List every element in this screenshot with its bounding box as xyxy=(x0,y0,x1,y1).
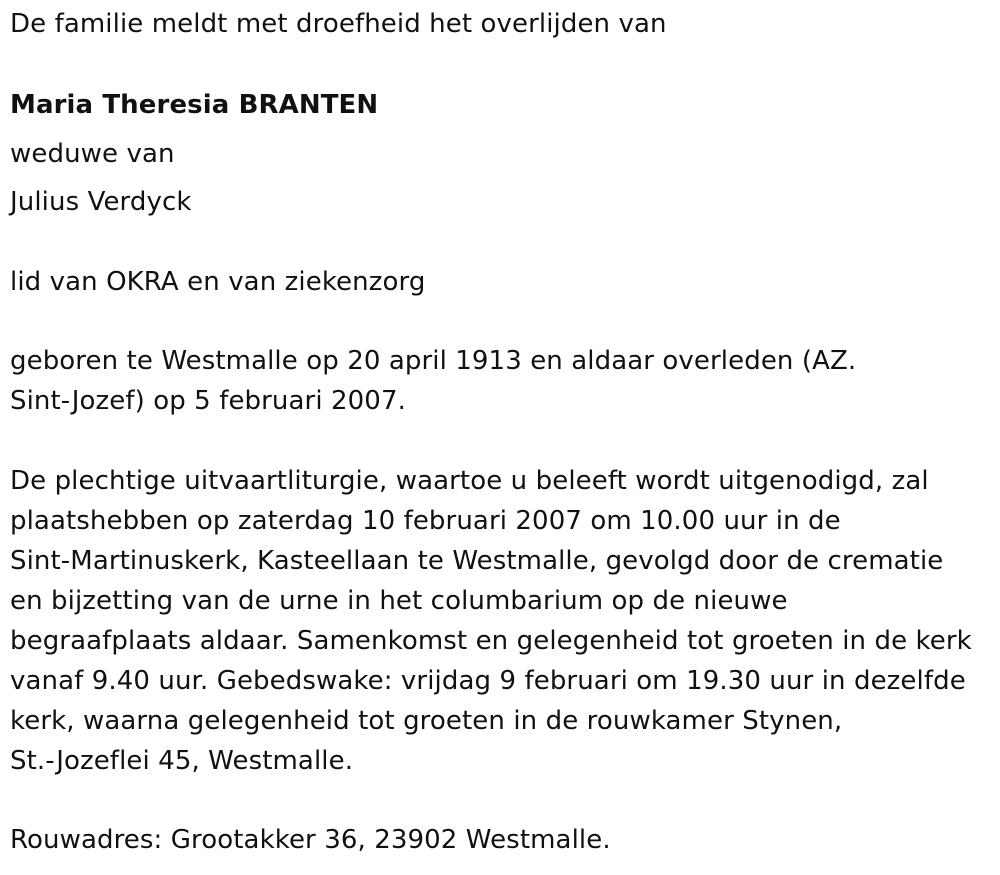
widow-of-label: weduwe van xyxy=(10,139,175,169)
funeral-line: Sint-Martinuskerk, Kasteellaan te Westmalle, gevolgd door de crematie xyxy=(10,546,944,576)
funeral-line: en bijzetting van de urne in het columbarium op de nieuwe xyxy=(10,586,788,616)
intro-text: De familie meldt met droefheid het overlijden van xyxy=(10,9,667,39)
funeral-line: St.-Jozeflei 45, Westmalle. xyxy=(10,746,354,776)
funeral-line: kerk, waarna gelegenheid tot groeten in de rouwkamer Stynen, xyxy=(10,706,843,736)
funeral-line: begraafplaats aldaar. Samenkomst en gelegenheid tot groeten in de kerk xyxy=(10,626,972,656)
spouse-name: Julius Verdyck xyxy=(10,187,192,217)
birth-death-line: Sint-Jozef) op 5 februari 2007. xyxy=(10,386,406,416)
mourning-address: Rouwadres: Grootakker 36, 23902 Westmalle. xyxy=(10,825,611,855)
funeral-line: plaatshebben op zaterdag 10 februari 2007 om 10.00 uur in de xyxy=(10,506,841,536)
funeral-line: vanaf 9.40 uur. Gebedswake: vrijdag 9 februari om 19.30 uur in dezelfde xyxy=(10,666,966,696)
deceased-name: Maria Theresia BRANTEN xyxy=(10,90,379,120)
birth-death-line: geboren te Westmalle op 20 april 1913 en aldaar overleden (AZ. xyxy=(10,346,857,376)
membership-text: lid van OKRA en van ziekenzorg xyxy=(10,267,426,297)
funeral-line: De plechtige uitvaartliturgie, waartoe u beleeft wordt uitgenodigd, zal xyxy=(10,466,929,496)
